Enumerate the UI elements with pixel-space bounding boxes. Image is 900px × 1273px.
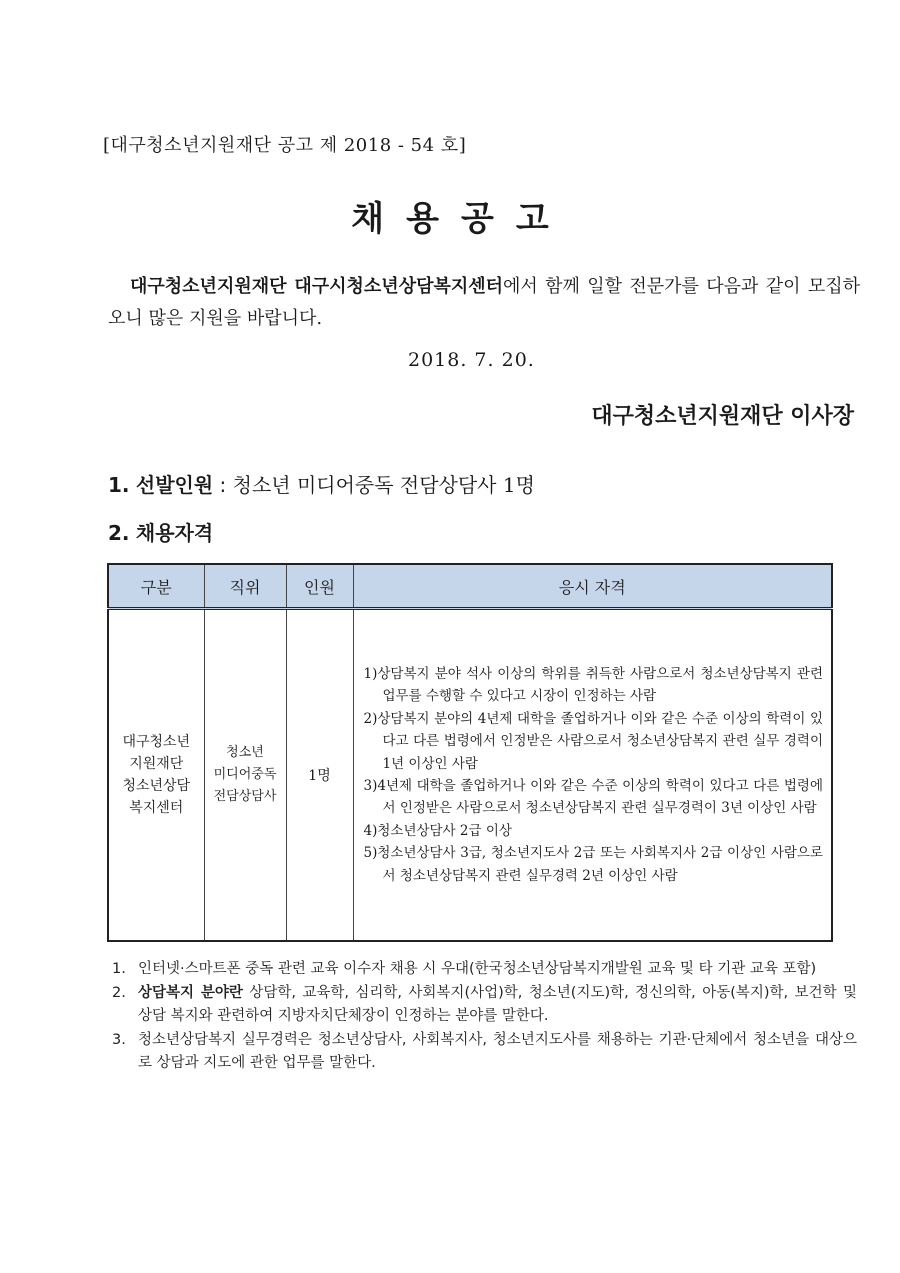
section-label: 채용자격 [135, 521, 214, 545]
header-position: 직위 [204, 564, 286, 609]
cell-requirements [353, 609, 832, 942]
note-text: 청소년상담복지 실무경력은 청소년상담사, 사회복지사, 청소년지도사를 채용하는 기관·단체에서 청소년을 대상으로 상담과 지도에 관한 업무를 말한다. [138, 1031, 857, 1071]
requirement-item: 5)청소년상담사 3급, 청소년지도사 2급 또는 사회복지사 2급 이상인 사람으로서 청소년상담복지 관련 실무경력 2년 이상인 사람 [363, 845, 823, 884]
intro-org-name: 대구청소년지원재단 대구시청소년상담복지센터 [130, 276, 504, 297]
section-number: 2. [108, 521, 130, 545]
header-category: 구분 [108, 564, 204, 609]
table-row [108, 609, 832, 942]
section-selection-count [108, 469, 535, 498]
cell-count: 1명 [286, 609, 353, 942]
section-qualifications [108, 517, 213, 546]
org-line: 청소년상담 [122, 778, 191, 794]
position-line: 전담상담사 [213, 789, 277, 804]
requirement-item: 1)상담복지 분야 석사 이상의 학위를 취득한 사람으로서 청소년상담복지 관련 업무를 수행할 수 있다고 시장이 인정하는 사람 [363, 665, 823, 705]
intro-text: 에서 함께 일할 전문가를 다음과 같이 모집하오니 많은 지원을 바랍니다. [108, 276, 860, 329]
document-title: 채용공고 [351, 199, 571, 239]
org-line: 복지센터 [129, 800, 184, 816]
note-item [112, 958, 857, 982]
org-line: 지원재단 [129, 756, 184, 772]
section-value: 청소년 미디어중독 전담상담사 1명 [232, 473, 535, 497]
issuer-signature: 대구청소년지원재단 이사장 [591, 404, 854, 429]
intro-paragraph [108, 271, 860, 335]
note-text: 상담학, 교육학, 심리학, 사회복지(사업)학, 청소년(지도)학, 정신의학, 아동(복지)학, 보건학 및 상담 복지와 관련하여 지방자치단체장이 인정하는 분야를 말한다. [138, 984, 857, 1024]
note-number: 2. [112, 984, 126, 1001]
section-number: 1. [108, 473, 130, 497]
notice-number: [대구청소년지원재단 공고 제 2018 - 54 호] [103, 135, 467, 156]
requirements-list [354, 657, 832, 893]
position-line: 미디어중독 [213, 767, 277, 782]
requirement-item: 2)상담복지 분야의 4년제 대학을 졸업하거나 이와 같은 수준 이상의 학력이 있다고 다른 법령에서 인정받은 사람으로서 청소년상담복지 관련 실무 경력이 1년 이상인 사람 [363, 710, 823, 772]
requirement-item: 4)청소년상담사 2급 이상 [363, 822, 512, 839]
notice-date: 2018. 7. 20. [408, 349, 535, 371]
section-label: 선발인원 [135, 473, 214, 497]
position-line: 청소년 [226, 745, 264, 760]
note-number: 1. [112, 961, 126, 977]
requirement-item: 3)4년제 대학을 졸업하거나 이와 같은 수준 이상의 학력이 있다고 다른 법령에서 인정받은 사람으로서 청소년상담복지 관련 실무경력이 3년 이상인 사람 [363, 778, 823, 817]
cell-position [204, 609, 286, 942]
notes-list [112, 958, 857, 1076]
note-number: 3. [112, 1031, 126, 1048]
note-text: 인터넷·스마트폰 중독 관련 교육 이수자 채용 시 우대(한국청소년상담복지개발원 교육 및 타 기관 교육 포함) [138, 961, 817, 977]
table-header-row [108, 564, 832, 609]
org-line: 대구청소년 [122, 734, 191, 750]
header-count: 인원 [286, 564, 353, 609]
note-bold-term: 상담복지 분야란 [138, 984, 243, 1001]
note-item [112, 1029, 857, 1076]
qualification-table [107, 563, 833, 942]
header-eligibility: 응시 자격 [353, 564, 832, 609]
section-separator: : [219, 473, 227, 497]
cell-organization [108, 609, 204, 942]
note-item [112, 982, 857, 1029]
